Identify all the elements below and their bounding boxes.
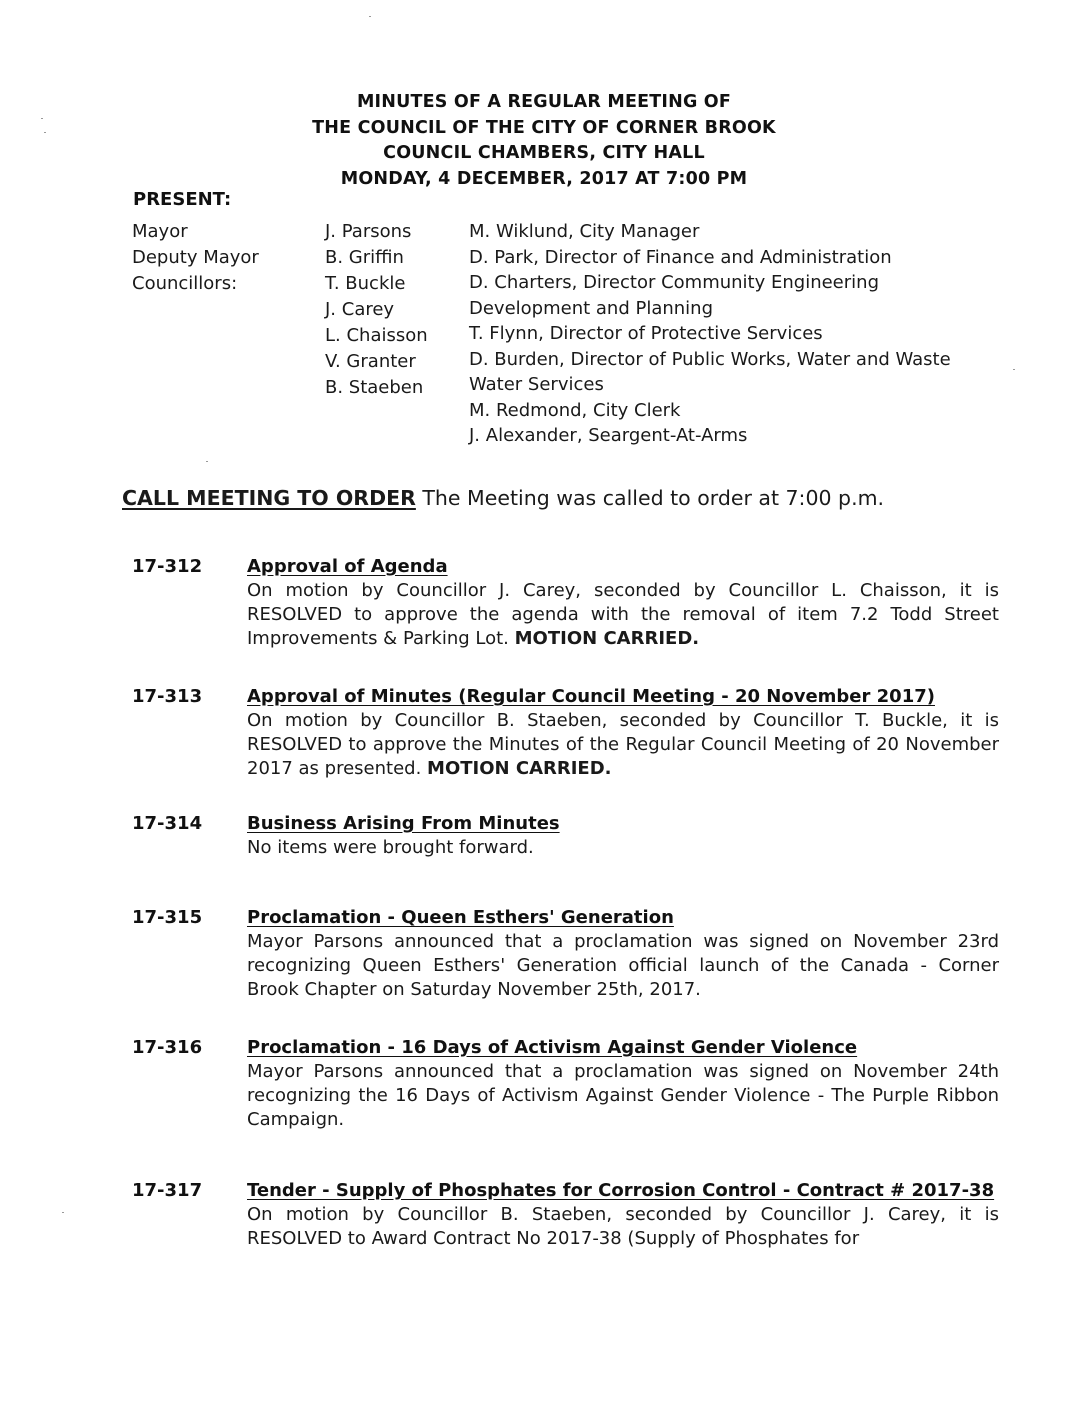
staff-line: M. Redmond, City Clerk [469, 399, 681, 421]
item-body [247, 686, 999, 781]
scan-speck [369, 16, 371, 17]
scan-speck [44, 132, 46, 133]
item-text [247, 1203, 999, 1251]
item-title: Approval of Agenda [247, 556, 448, 577]
title-line: MONDAY, 4 DECEMBER, 2017 AT 7:00 PM [340, 168, 748, 189]
staff-line: Development and Planning [469, 297, 714, 319]
item-text-body: Mayor Parsons announced that a proclamation was signed on November 23rd recognizing Queen Esthers' Generation official launch of the Canada - Corner Brook Chapter on Saturday November 25th, 2017. [247, 931, 999, 1000]
item-title: Business Arising From Minutes [247, 813, 560, 834]
motion-status: MOTION CARRIED. [427, 758, 612, 779]
item-title: Proclamation - Queen Esthers' Generation [247, 907, 674, 928]
attendee-name: T. Buckle [325, 273, 406, 294]
item-text [247, 836, 999, 860]
item-number: 17-312 [132, 556, 203, 577]
motion-status: MOTION CARRIED. [514, 628, 700, 649]
item-body [247, 1180, 999, 1251]
present-label: PRESENT: [133, 189, 232, 210]
attendance-roles [132, 219, 259, 297]
item-text-body: No items were brought forward. [247, 837, 534, 858]
attendee-name: B. Griffin [325, 247, 404, 268]
staff-line: T. Flynn, Director of Protective Services [469, 323, 823, 344]
item-number: 17-314 [132, 813, 203, 834]
attendance-staff [469, 219, 951, 449]
item-body [247, 813, 999, 860]
staff-line: J. Alexander, Seargent-At-Arms [469, 425, 748, 446]
attendee-name: J. Parsons [325, 221, 412, 242]
title-line: MINUTES OF A REGULAR MEETING OF [356, 92, 732, 112]
attendee-name: V. Granter [325, 351, 416, 372]
item-number: 17-316 [132, 1037, 203, 1058]
item-text-body: On motion by Councillor B. Staeben, seconded by Councillor J. Carey, it is RESOLVED to Award Contract No 2017-38 (Supply of Phosphates for [247, 1204, 999, 1249]
item-title: Tender - Supply of Phosphates for Corrosion Control - Contract # 2017-38 [247, 1180, 995, 1201]
document-title [0, 90, 1088, 192]
item-text [247, 930, 999, 1002]
call-to-order [122, 486, 884, 510]
item-text-body: On motion by Councillor J. Carey, seconded by Councillor L. Chaisson, it is RESOLVED to approve the agenda with the removal of item 7.2 Todd Street Improvements & Parking Lot. [247, 580, 999, 649]
scan-speck [206, 461, 208, 462]
call-to-order-label: CALL MEETING TO ORDER [122, 486, 416, 510]
item-text [247, 709, 999, 781]
title-line: THE COUNCIL OF THE CITY OF CORNER BROOK [312, 117, 776, 138]
title-line: COUNCIL CHAMBERS, CITY HALL [383, 143, 705, 163]
staff-line: Water Services [469, 374, 604, 395]
attendee-name: L. Chaisson [325, 325, 428, 346]
role-mayor: Mayor [132, 221, 188, 242]
item-title: Proclamation - 16 Days of Activism Against Gender Violence [247, 1037, 858, 1058]
item-number: 17-317 [132, 1180, 203, 1201]
attendee-name: B. Staeben [325, 377, 424, 398]
scan-speck [62, 1212, 64, 1213]
staff-line: M. Wiklund, City Manager [469, 221, 700, 242]
item-body [247, 1037, 999, 1132]
scan-speck [41, 118, 43, 119]
role-councillors: Councillors: [132, 273, 238, 294]
item-text-body: Mayor Parsons announced that a proclamation was signed on November 24th recognizing the 16 Days of Activism Against Gender Violence - The Purple Ribbon Campaign. [247, 1061, 999, 1130]
item-body [247, 556, 999, 651]
attendee-name: J. Carey [325, 299, 395, 320]
item-text [247, 579, 999, 651]
staff-line: D. Park, Director of Finance and Administration [469, 246, 892, 268]
item-text-body: On motion by Councillor B. Staeben, seconded by Councillor T. Buckle, it is RESOLVED to approve the Minutes of the Regular Council Meeting of 20 November 2017 as presented. [247, 710, 999, 779]
scan-speck [1013, 369, 1015, 370]
item-number: 17-313 [132, 686, 203, 707]
item-title: Approval of Minutes (Regular Council Meeting - 20 November 2017) [247, 686, 935, 707]
item-body [247, 907, 999, 1002]
attendance-names [325, 219, 428, 401]
call-to-order-text: The Meeting was called to order at 7:00 p.m. [415, 486, 885, 510]
item-number: 17-315 [132, 907, 203, 928]
staff-line: D. Burden, Director of Public Works, Water and Waste [469, 348, 951, 370]
staff-line: D. Charters, Director Community Engineering [469, 272, 879, 293]
item-text [247, 1060, 999, 1132]
role-deputy-mayor: Deputy Mayor [132, 247, 259, 268]
